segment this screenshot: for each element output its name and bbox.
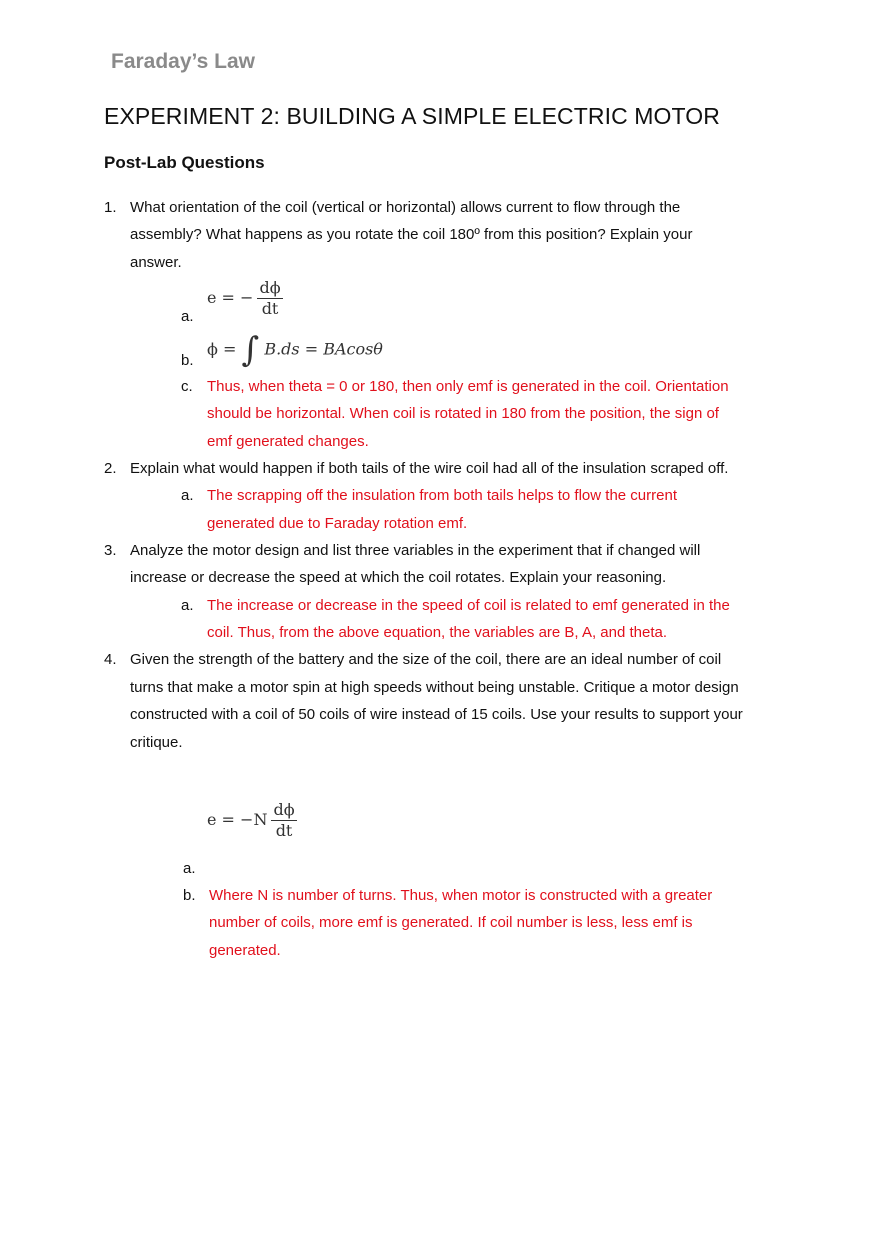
answer-line: should be horizontal. When coil is rotated in 180 from the position, the sign of: [207, 405, 719, 422]
question-line: Given the strength of the battery and the size of the coil, there are an ideal number of coil: [130, 651, 722, 668]
section-subtitle: Post-Lab Questions: [104, 153, 265, 172]
sub-label: a.: [183, 860, 196, 877]
emf-turns-equation: [207, 800, 297, 841]
answer-line: The increase or decrease in the speed of coil is related to emf generated in the: [207, 597, 730, 614]
sub-label: b.: [181, 352, 194, 369]
question-number: 3.: [104, 542, 117, 559]
question-line: Analyze the motor design and list three variables in the experiment that if changed will: [130, 542, 701, 559]
sub-label: a.: [181, 487, 194, 504]
answer-line: coil. Thus, from the above equation, the variables are B, A, and theta.: [207, 624, 668, 641]
answer-line: generated due to Faraday rotation emf.: [207, 515, 468, 532]
question-line: turns that make a motor spin at high speeds without being unstable. Critique a motor design: [130, 679, 739, 696]
equation-fraction: [271, 800, 296, 841]
question-line: increase or decrease the speed at which the coil rotates. Explain your reasoning.: [130, 569, 667, 586]
question-line: assembly? What happens as you rotate the coil 180º from this position? Explain your: [130, 226, 693, 243]
question-line: What orientation of the coil (vertical or horizontal) allows current to flow through the: [130, 199, 681, 216]
experiment-title: EXPERIMENT 2: BUILDING A SIMPLE ELECTRIC MOTOR: [104, 103, 720, 129]
answer-line: Where N is number of turns. Thus, when motor is constructed with a greater: [209, 887, 713, 904]
question-line: critique.: [130, 734, 183, 751]
fraction-denominator: dt: [261, 299, 279, 318]
answer-line: generated.: [209, 942, 281, 959]
integral-symbol: ∫: [241, 330, 260, 370]
sub-label: a.: [181, 308, 194, 325]
fraction-denominator: dt: [275, 821, 293, 840]
document-header: Faraday’s Law: [111, 50, 255, 73]
question-number: 4.: [104, 651, 117, 668]
sub-label: a.: [181, 597, 194, 614]
equation-rhs: B.ds = BAcosθ: [264, 339, 383, 359]
question-line: constructed with a coil of 50 coils of wire instead of 15 coils. Use your results to support your: [130, 706, 743, 723]
question-line: Explain what would happen if both tails of the wire coil had all of the insulation scraped off.: [130, 460, 729, 477]
fraction-numerator: dϕ: [259, 278, 281, 297]
answer-line: number of coils, more emf is generated. If coil number is less, less emf is: [209, 914, 693, 931]
fraction-numerator: dϕ: [273, 800, 295, 819]
equation-fraction: [257, 278, 282, 319]
equation-lhs: e = −N: [207, 810, 268, 829]
answer-line: emf generated changes.: [207, 433, 369, 450]
question-number: 1.: [104, 199, 117, 216]
answer-line: The scrapping off the insulation from both tails helps to flow the current: [207, 487, 677, 504]
question-number: 2.: [104, 460, 117, 477]
question-line: answer.: [130, 254, 182, 271]
sub-label: b.: [183, 887, 196, 904]
equation-lhs: e = −: [207, 288, 254, 307]
answer-line: Thus, when theta = 0 or 180, then only emf is generated in the coil. Orientation: [207, 378, 729, 395]
faraday-equation: [207, 278, 283, 319]
equation-lhs: ϕ =: [207, 339, 237, 359]
flux-equation: [207, 330, 383, 370]
sub-label: c.: [181, 378, 193, 395]
